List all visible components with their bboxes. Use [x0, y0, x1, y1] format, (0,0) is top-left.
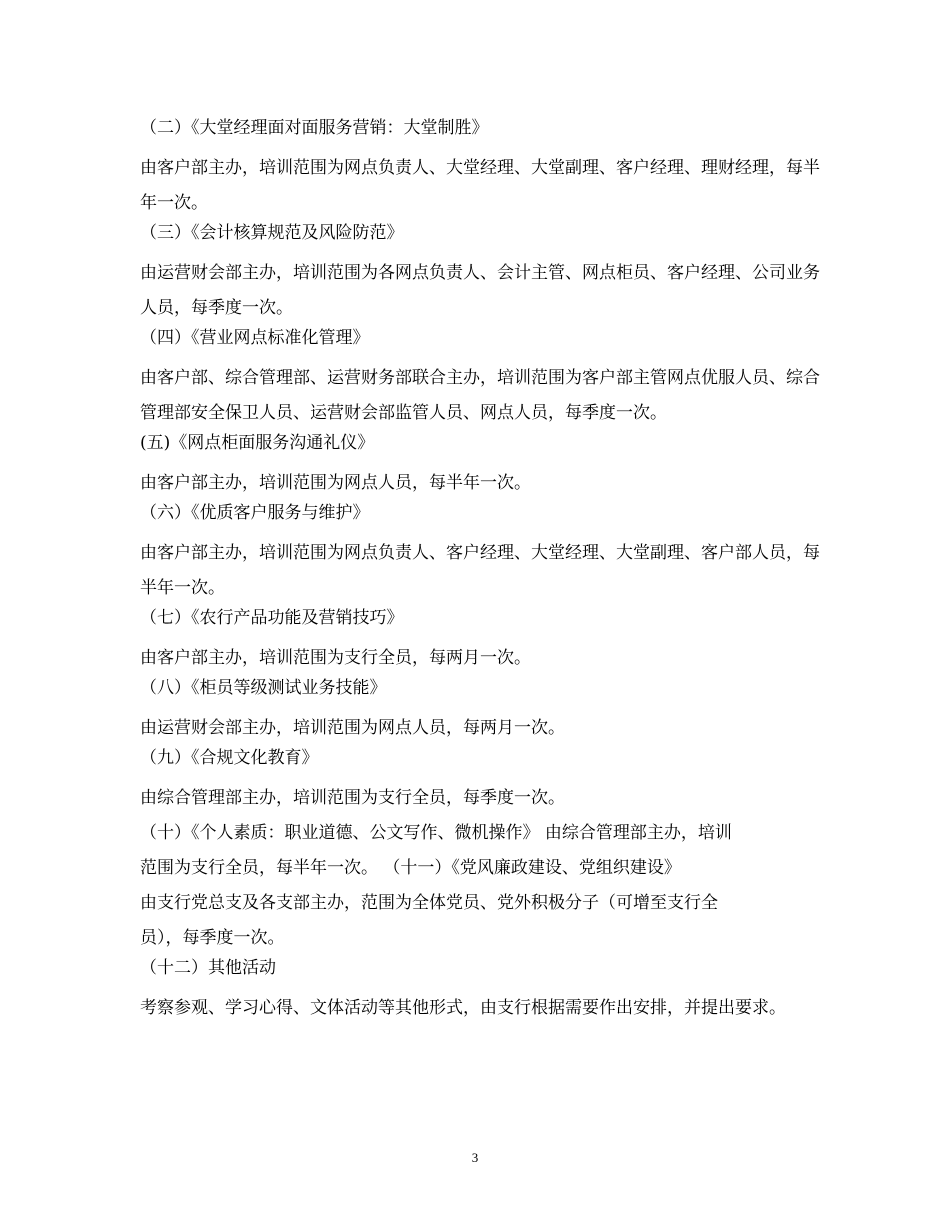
section-text-9: 由综合管理部主办，培训范围为支行全员，每季度一次。 — [140, 788, 565, 808]
section-heading-3: （三）《会计核算规范及风险防范》 — [140, 223, 404, 243]
section-heading-12: （十二）其他活动 — [140, 958, 276, 978]
section-text-7: 由客户部主办，培训范围为支行全员，每两月一次。 — [140, 648, 531, 668]
section-text-8: 由运营财会部主办，培训范围为网点人员，每两月一次。 — [140, 718, 565, 738]
document-body — [140, 116, 820, 1026]
section-heading-8: （八）《柜员等级测试业务技能》 — [140, 678, 387, 698]
section-heading-7: （七）《农行产品功能及营销技巧》 — [140, 608, 404, 628]
section-text-4: 由客户部、综合管理部、运营财务部联合主办，培训范围为客户部主管网点优服人员、综合管理部安全保卫人员、运营财会部监管人员、网点人员，每季度一次。 — [140, 368, 820, 423]
section-text-11-line-2: 员），每季度一次。 — [140, 928, 285, 948]
section-heading-4: （四）《营业网点标准化管理》 — [140, 328, 370, 348]
section-text-2: 由客户部主办，培训范围为网点负责人、大堂经理、大堂副理、客户经理、理财经理，每半年一次。 — [140, 158, 820, 213]
section-text-6: 由客户部主办，培训范围为网点负责人、客户经理、大堂经理、大堂副理、客户部人员，每半年一次。 — [140, 543, 820, 598]
section-heading-2: （二）《大堂经理面对面服务营销：大堂制胜》 — [140, 118, 489, 138]
section-text-11-line-1: 由支行党总支及各支部主办，范围为全体党员、党外积极分子（可增至支行全 — [140, 893, 718, 913]
section-text-3: 由运营财会部主办，培训范围为各网点负责人、会计主管、网点柜员、客户经理、公司业务人员，每季度一次。 — [140, 263, 820, 318]
section-text-12: 考察参观、学习心得、文体活动等其他形式，由支行根据需要作出安排，并提出要求。 — [140, 998, 786, 1018]
section-heading-9: （九）《合规文化教育》 — [140, 748, 319, 768]
section-10-line-2: 范围为支行全员，每半年一次。 （十一）《党风廉政建设、党组织建设》 — [140, 858, 681, 878]
section-heading-6: （六）《优质客户服务与维护》 — [140, 503, 370, 523]
section-heading-5: (五)《网点柜面服务沟通礼仪》 — [140, 433, 375, 453]
section-10-line-1: （十）《个人素质：职业道德、公文写作、微机操作》 由综合管理部主办，培训 — [140, 823, 732, 843]
page-number: 3 — [471, 1150, 479, 1165]
section-text-5: 由客户部主办，培训范围为网点人员，每半年一次。 — [140, 473, 531, 493]
